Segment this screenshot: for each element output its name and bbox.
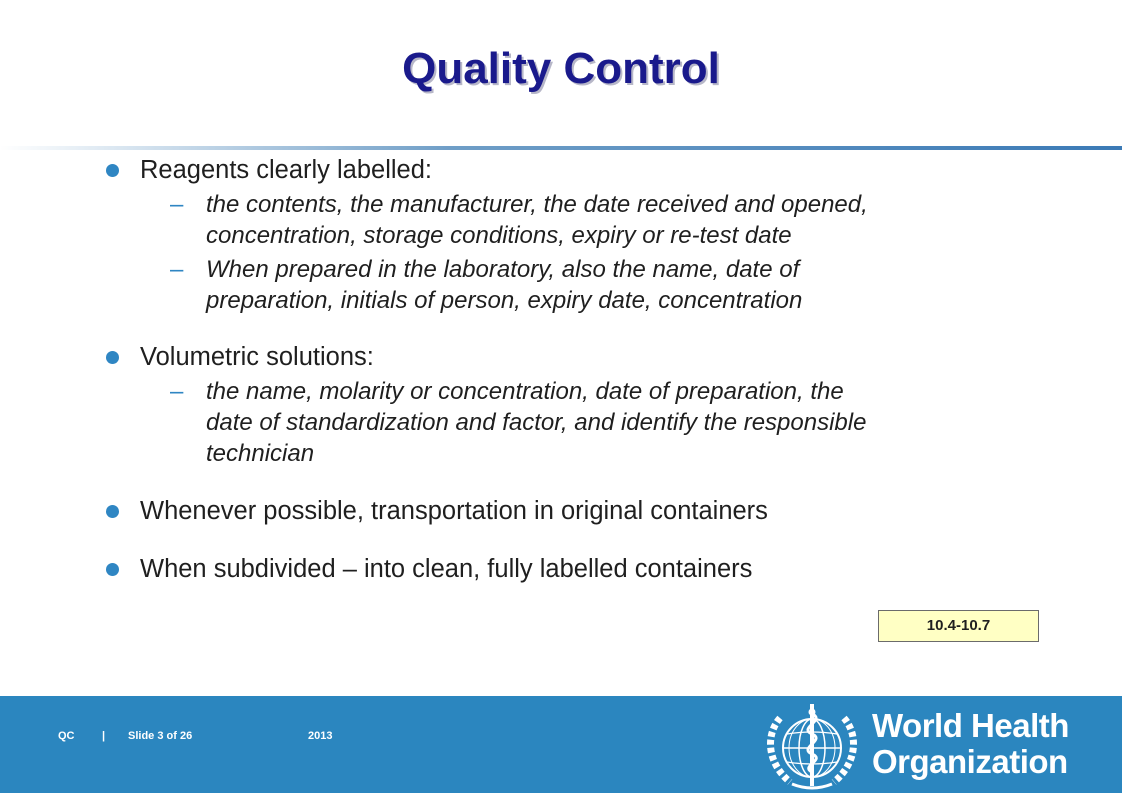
bullet-volumetric-solutions [104,342,1084,373]
bullet-dot-icon [106,563,119,576]
who-name-line-2: Organization [872,743,1068,780]
dash-icon: – [170,378,184,405]
sub-bullet-volumetric-details [104,376,1084,469]
who-emblem-icon [760,700,864,792]
bullet-dot-icon [106,164,119,177]
footer-separator: | [102,730,106,742]
title-divider [0,146,1122,150]
footer-module: QC [58,730,75,742]
dash-icon: – [170,191,184,218]
footer-year: 2013 [308,730,333,742]
sub-line: date of standardization and factor, and identify the responsible [206,409,867,436]
bullet-subdivided [104,554,1084,585]
sub-line: the name, molarity or concentration, date of preparation, the [206,378,844,405]
sub-line: concentration, storage conditions, expiry or re-test date [206,222,792,249]
bullet-dot-icon [106,505,119,518]
slide-title: Quality Control [402,44,720,93]
reference-badge: 10.4-10.7 [878,610,1039,642]
bullet-dot-icon [106,351,119,364]
who-name-line-1: World Health [872,707,1069,744]
bullet-text: Whenever possible, transportation in original containers [140,497,768,525]
bullet-text: Reagents clearly labelled: [140,156,433,184]
dash-icon: – [170,256,184,283]
sub-bullet-contents [104,189,1084,251]
bullet-text: Volumetric solutions: [140,343,374,371]
bullet-transportation [104,496,1084,527]
slide-content [104,153,1084,585]
bullet-reagents-labelled [104,155,1084,186]
bullet-text: When subdivided – into clean, fully labelled containers [140,555,753,583]
sub-bullet-prepared-in-lab [104,254,1084,316]
sub-line: preparation, initials of person, expiry date, concentration [206,287,803,314]
sub-line: technician [206,440,315,467]
footer-slide-number: Slide 3 of 26 [128,730,193,742]
sub-line: When prepared in the laboratory, also the name, date of [206,256,800,283]
sub-line: the contents, the manufacturer, the date received and opened, [206,191,868,218]
